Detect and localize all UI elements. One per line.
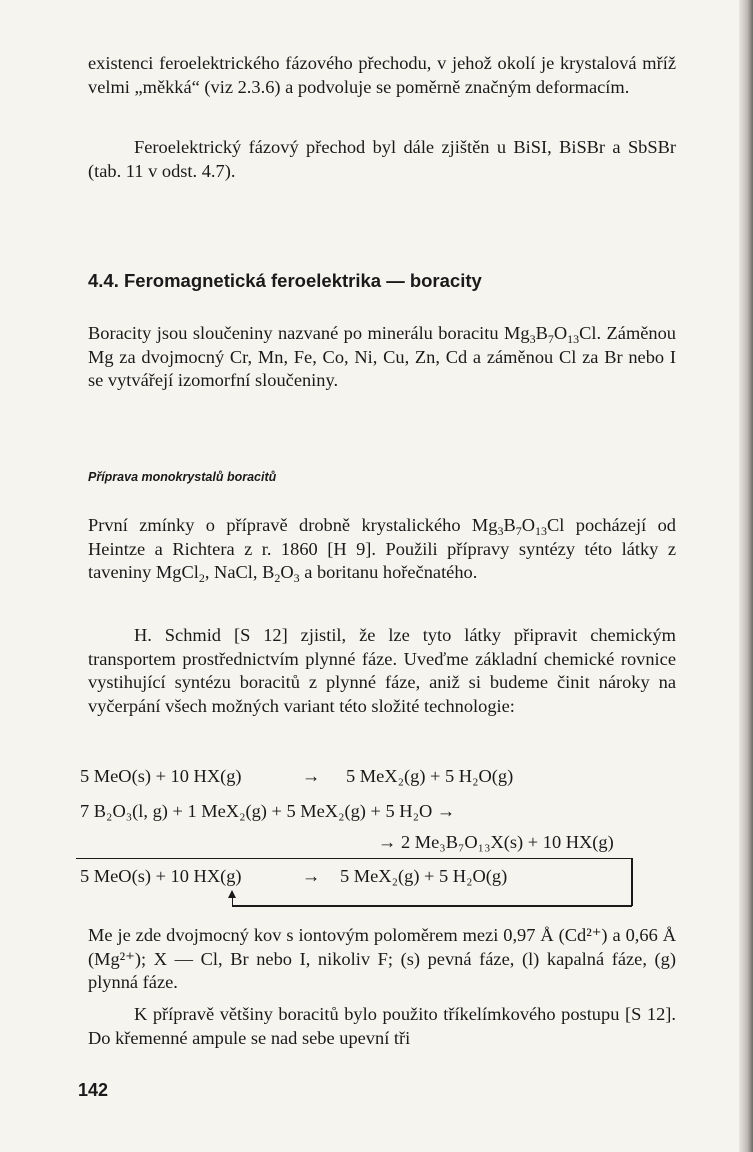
- bracket-right-line: [631, 858, 633, 906]
- subsection-paragraph-1: První zmínky o přípravě drobně krystalického $Mg_3B_7O_{13}Cl$ pocházejí od Heintze a Richtera z r. 1860 [H 9]. Použili přípravy syntézy této látky z taveniny MgCl$_2$, NaCl, $B_2O_3$ a boritanu hořečnatého.: [88, 515, 676, 585]
- equation-3-arrow: →: [302, 866, 321, 886]
- section-text-a: Boracity jsou sloučeniny nazvané po minerálu boracitu Mg: [88, 323, 530, 343]
- subsection-text-b: Cl pocházejí od Heintze a Richtera z r. 1860 [H 9]. Použili přípravy syntézy této látky z taveniny MgCl: [88, 515, 676, 582]
- bracket-bottom-line: [232, 905, 632, 907]
- page-number: 142: [78, 1080, 109, 1100]
- subscript: 2: [274, 571, 281, 585]
- subsection-text-c: , NaCl, B: [204, 562, 275, 582]
- subscript: 13: [535, 524, 548, 538]
- equation-3-right: 5 MeX₂(g) + 5 H₂O(g): [340, 866, 508, 886]
- after-paragraph-1: Me je zde dvojmocný kov s iontovým poloměrem mezi 0,97 Å (Cd²⁺) a 0,66 Å (Mg²⁺); X — Cl, Br nebo I, nikoliv F; (s) pevná fáze, (l) kapalná fáze, (g) plynná fáze.: [88, 925, 676, 992]
- bracket-top-line: [76, 858, 632, 859]
- equation-2-line-2: → 2 Me₃B₇O₁₃X(s) + 10 HX(g): [378, 832, 614, 852]
- subscript: 3: [529, 332, 536, 346]
- subscript: 2: [198, 571, 205, 585]
- equation-2-line-1: 7 B₂O₃(l, g) + 1 MeX₂(g) + 5 MeX₂(g) + 5 H₂O →: [80, 801, 456, 821]
- intro-paragraph-2: Feroelektrický fázový přechod byl dále zjištěn u BiSI, BiSBr a SbSBr (tab. 11 v odst. 4.7).: [88, 137, 676, 181]
- equation-3-left: 5 MeO(s) + 10 HX(g): [80, 866, 242, 886]
- section-paragraph-1: Boracity jsou sloučeniny nazvané po minerálu boracitu $Mg_3B_7O_{13}Cl$. Záměnou Mg za dvojmocný Cr, Mn, Fe, Co, Ni, Cu, Zn, Cd a záměnou Cl za Br nebo I se vytvářejí izomorfní sloučeniny.: [88, 323, 676, 390]
- subscript: 3: [497, 524, 504, 538]
- subsection-text-d: a boritanu hořečnatého.: [299, 562, 478, 582]
- equation-1-left: 5 MeO(s) + 10 HX(g): [80, 766, 242, 786]
- subsection-text-a: První zmínky o přípravě drobně krystalického Mg: [88, 515, 498, 535]
- arrow-up-icon: [228, 890, 236, 898]
- equation-1-arrow: →: [302, 766, 321, 786]
- subscript: 13: [567, 332, 580, 346]
- after-paragraph-2: K přípravě většiny boracitů bylo použito tříkelímkového postupu [S 12]. Do křemenné ampule se nad sebe upevní tři: [88, 1004, 676, 1048]
- subsection-heading: Příprava monokrystalů boracitů: [88, 470, 277, 484]
- intro-paragraph-1: existenci feroelektrického fázového přechodu, v jehož okolí je krystalová mříž velmi „měkká“ (viz 2.3.6) a podvoluje se poměrně značným deformacím.: [88, 53, 676, 97]
- subscript: 7: [547, 332, 554, 346]
- section-heading: 4.4. Feromagnetická feroelektrika — boracity: [88, 270, 482, 291]
- subscript: 3: [293, 571, 300, 585]
- subsection-paragraph-2: H. Schmid [S 12] zjistil, že lze tyto látky připravit chemickým transportem prostřednictvím plynné fáze. Uveďme základní chemické rovnice vystihující syntézu boracitů z plynné fáze, aniž si budeme činit nároky na vyčerpání všech možných variant této složité technologie:: [88, 625, 676, 716]
- section-text-b: Cl. Záměnou Mg za dvojmocný Cr, Mn, Fe, Co, Ni, Cu, Zn, Cd a záměnou Cl za Br nebo I se vytvářejí izomorfní sloučeniny.: [88, 323, 676, 390]
- subscript: 7: [515, 524, 522, 538]
- equation-1-right: 5 MeX₂(g) + 5 H₂O(g): [346, 766, 514, 786]
